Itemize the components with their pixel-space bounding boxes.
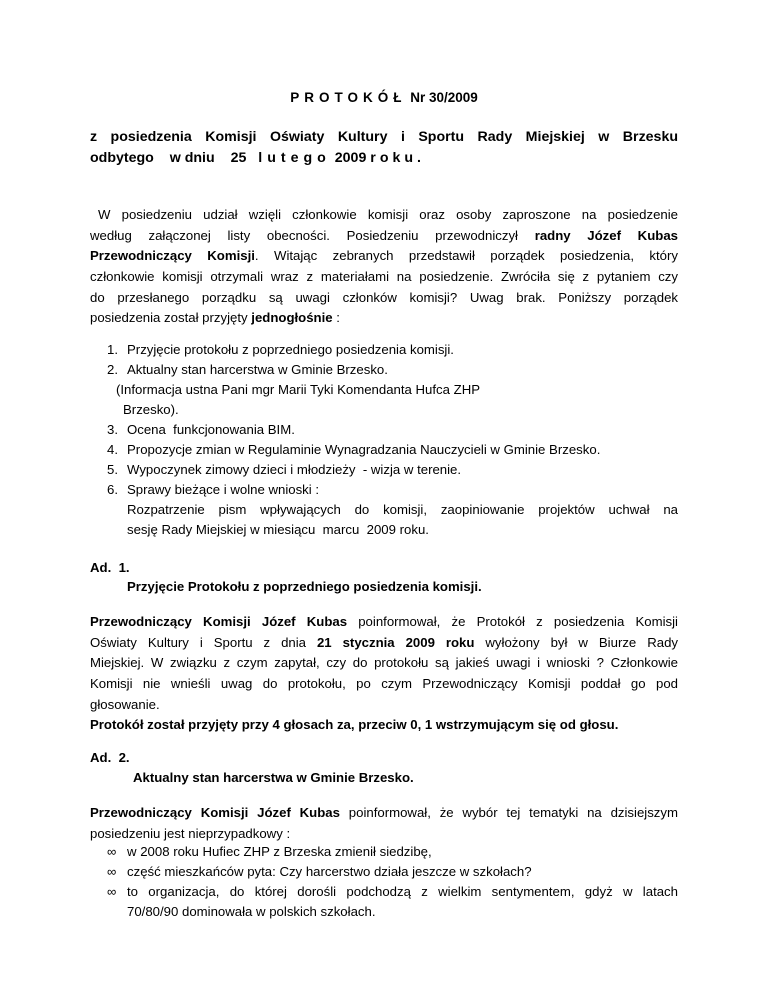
- ad1-text-2c: wyłożony był w Biurze Rady: [474, 634, 678, 650]
- ad2-bullet-2: część mieszkańców pyta: Czy harcerstwo działa jeszcze w szkołach?: [127, 864, 532, 879]
- ad1-line-2: [90, 633, 678, 654]
- intro-colon: :: [332, 310, 340, 326]
- agenda-item-6-detail-1: Rozpatrzenie pism wpływających do komisji, zaopiniowanie projektów uchwał na: [127, 502, 678, 517]
- agenda-num-4: 4.: [107, 442, 118, 457]
- ad1-date: 21 stycznia 2009 roku: [316, 634, 475, 650]
- ad2-line-2: posiedzeniu jest nieprzypadkowy :: [90, 825, 291, 841]
- ad1-paragraph: [90, 612, 678, 736]
- bullet-icon: ∞: [107, 864, 117, 879]
- intro-paragraph: [90, 205, 678, 329]
- subtitle-line-1: z posiedzenia Komisji Oświaty Kultury i Sportu Rady Miejskiej w Brzesku: [90, 129, 678, 145]
- ad1-line-3: Miejskiej. W związku z czym zapytał, czy do protokołu są jakieś uwagi i wnioski ? Członkowie: [90, 655, 678, 671]
- subtitle-month: lutego: [258, 150, 331, 166]
- intro-line-3: [90, 246, 678, 267]
- ad1-heading: Ad. 1.: [90, 560, 130, 575]
- intro-chairman-title: Przewodniczący Komisji: [90, 248, 255, 264]
- agenda-num-6: 6.: [107, 482, 118, 497]
- ad1-text-1: poinformował, że Protokół z posiedzenia Komisji: [347, 614, 678, 629]
- intro-line-6: [90, 308, 678, 329]
- subtitle-word-dniu: w dniu: [169, 150, 215, 166]
- agenda-item-2-note-2: Brzesko).: [123, 402, 179, 417]
- ad1-chairman: Przewodniczący Komisji Józef Kubas: [90, 614, 348, 629]
- ad2-bullet-3-cont: 70/80/90 dominowała w polskich szkołach.: [127, 904, 376, 919]
- ad1-result: Protokół został przyjęty przy 4 głosach za, przeciw 0, 1 wstrzymującym się od głosu.: [90, 717, 619, 733]
- bullet-icon: ∞: [107, 844, 117, 859]
- ad1-subheading: Przyjęcie Protokołu z poprzedniego posiedzenia komisji.: [127, 579, 482, 594]
- agenda-num-1: 1.: [107, 342, 118, 357]
- agenda-item-6: Sprawy bieżące i wolne wnioski :: [127, 482, 320, 497]
- ad2-line-1: [90, 803, 678, 824]
- intro-chairman-name: radny Józef Kubas: [534, 227, 678, 243]
- document-title: [0, 90, 768, 105]
- intro-text-6: posiedzenia został przyjęty: [90, 310, 248, 326]
- ad1-line-5: głosowanie.: [90, 696, 160, 712]
- bullet-icon: ∞: [107, 884, 117, 899]
- subtitle-year: 2009: [334, 150, 367, 166]
- ad1-line-4: Komisji nie wnieśli uwag do protokołu, po czym Przewodniczący Komisji poddał go pod: [90, 676, 678, 692]
- agenda-item-3: Ocena funkcjonowania BIM.: [127, 422, 295, 437]
- agenda-item-5: Wypoczynek zimowy dzieci i młodzieży - wizja w terenie.: [127, 462, 462, 477]
- intro-unanimous: jednogłośnie: [251, 310, 333, 326]
- agenda-num-2: 2.: [107, 362, 118, 377]
- agenda-item-4: Propozycje zmian w Regulaminie Wynagradzania Nauczycieli w Gminie Brzesko.: [127, 442, 601, 457]
- ad1-text-2a: Oświaty Kultury i Sportu z dnia: [90, 634, 317, 650]
- ad2-paragraph: [90, 803, 678, 844]
- intro-line-4: członkowie komisji otrzymali wraz z materiałami na posiedzenie. Zwróciła się z pytaniem czy: [90, 269, 678, 285]
- subtitle-word-roku: roku.: [370, 150, 425, 166]
- ad2-heading: Ad. 2.: [90, 750, 130, 765]
- ad2-bullet-1: w 2008 roku Hufiec ZHP z Brzeska zmienił siedzibę,: [127, 844, 432, 859]
- intro-line-2: [90, 226, 678, 247]
- agenda-item-2-note-1: (Informacja ustna Pani mgr Marii Tyki Komendanta Hufca ZHP: [116, 382, 481, 397]
- ad2-text-1: poinformował, że wybór tej tematyki na dzisiejszym: [339, 805, 678, 820]
- subtitle-line-2: [90, 148, 425, 169]
- agenda-item-1: Przyjęcie protokołu z poprzedniego posiedzenia komisji.: [127, 342, 454, 357]
- subtitle-day: 25: [230, 150, 247, 166]
- ad2-bullet-3: to organizacja, do której dorośli podchodzą z wielkim sentymentem, gdyż w latach: [127, 884, 678, 899]
- agenda-num-3: 3.: [107, 422, 118, 437]
- agenda-item-6-detail-2: sesję Rady Miejskiej w miesiącu marcu 2009 roku.: [127, 522, 429, 537]
- agenda-num-5: 5.: [107, 462, 118, 477]
- ad2-subheading: Aktualny stan harcerstwa w Gminie Brzesko.: [133, 770, 414, 785]
- intro-text-2: według załączonej listy obecności. Posiedzeniu przewodniczył: [90, 227, 518, 243]
- agenda-item-2: Aktualny stan harcerstwa w Gminie Brzesko.: [127, 362, 388, 377]
- title-number: Nr 30/2009: [410, 90, 478, 105]
- intro-text-3: . Witając zebranych przedstawił porządek posiedzenia, który: [254, 248, 678, 264]
- subtitle-word-odbytego: odbytego: [90, 150, 154, 166]
- intro-line-1: W posiedzeniu udział wzięli członkowie komisji oraz osoby zaproszone na posiedzenie: [98, 207, 678, 222]
- ad2-chairman: Przewodniczący Komisji Józef Kubas: [90, 805, 340, 820]
- intro-line-5: do przesłanego porządku są uwagi członków komisji? Uwag brak. Poniższy porządek: [90, 289, 678, 305]
- ad1-line-1: [90, 612, 678, 633]
- title-prefix: PROTOKÓŁ: [290, 90, 407, 105]
